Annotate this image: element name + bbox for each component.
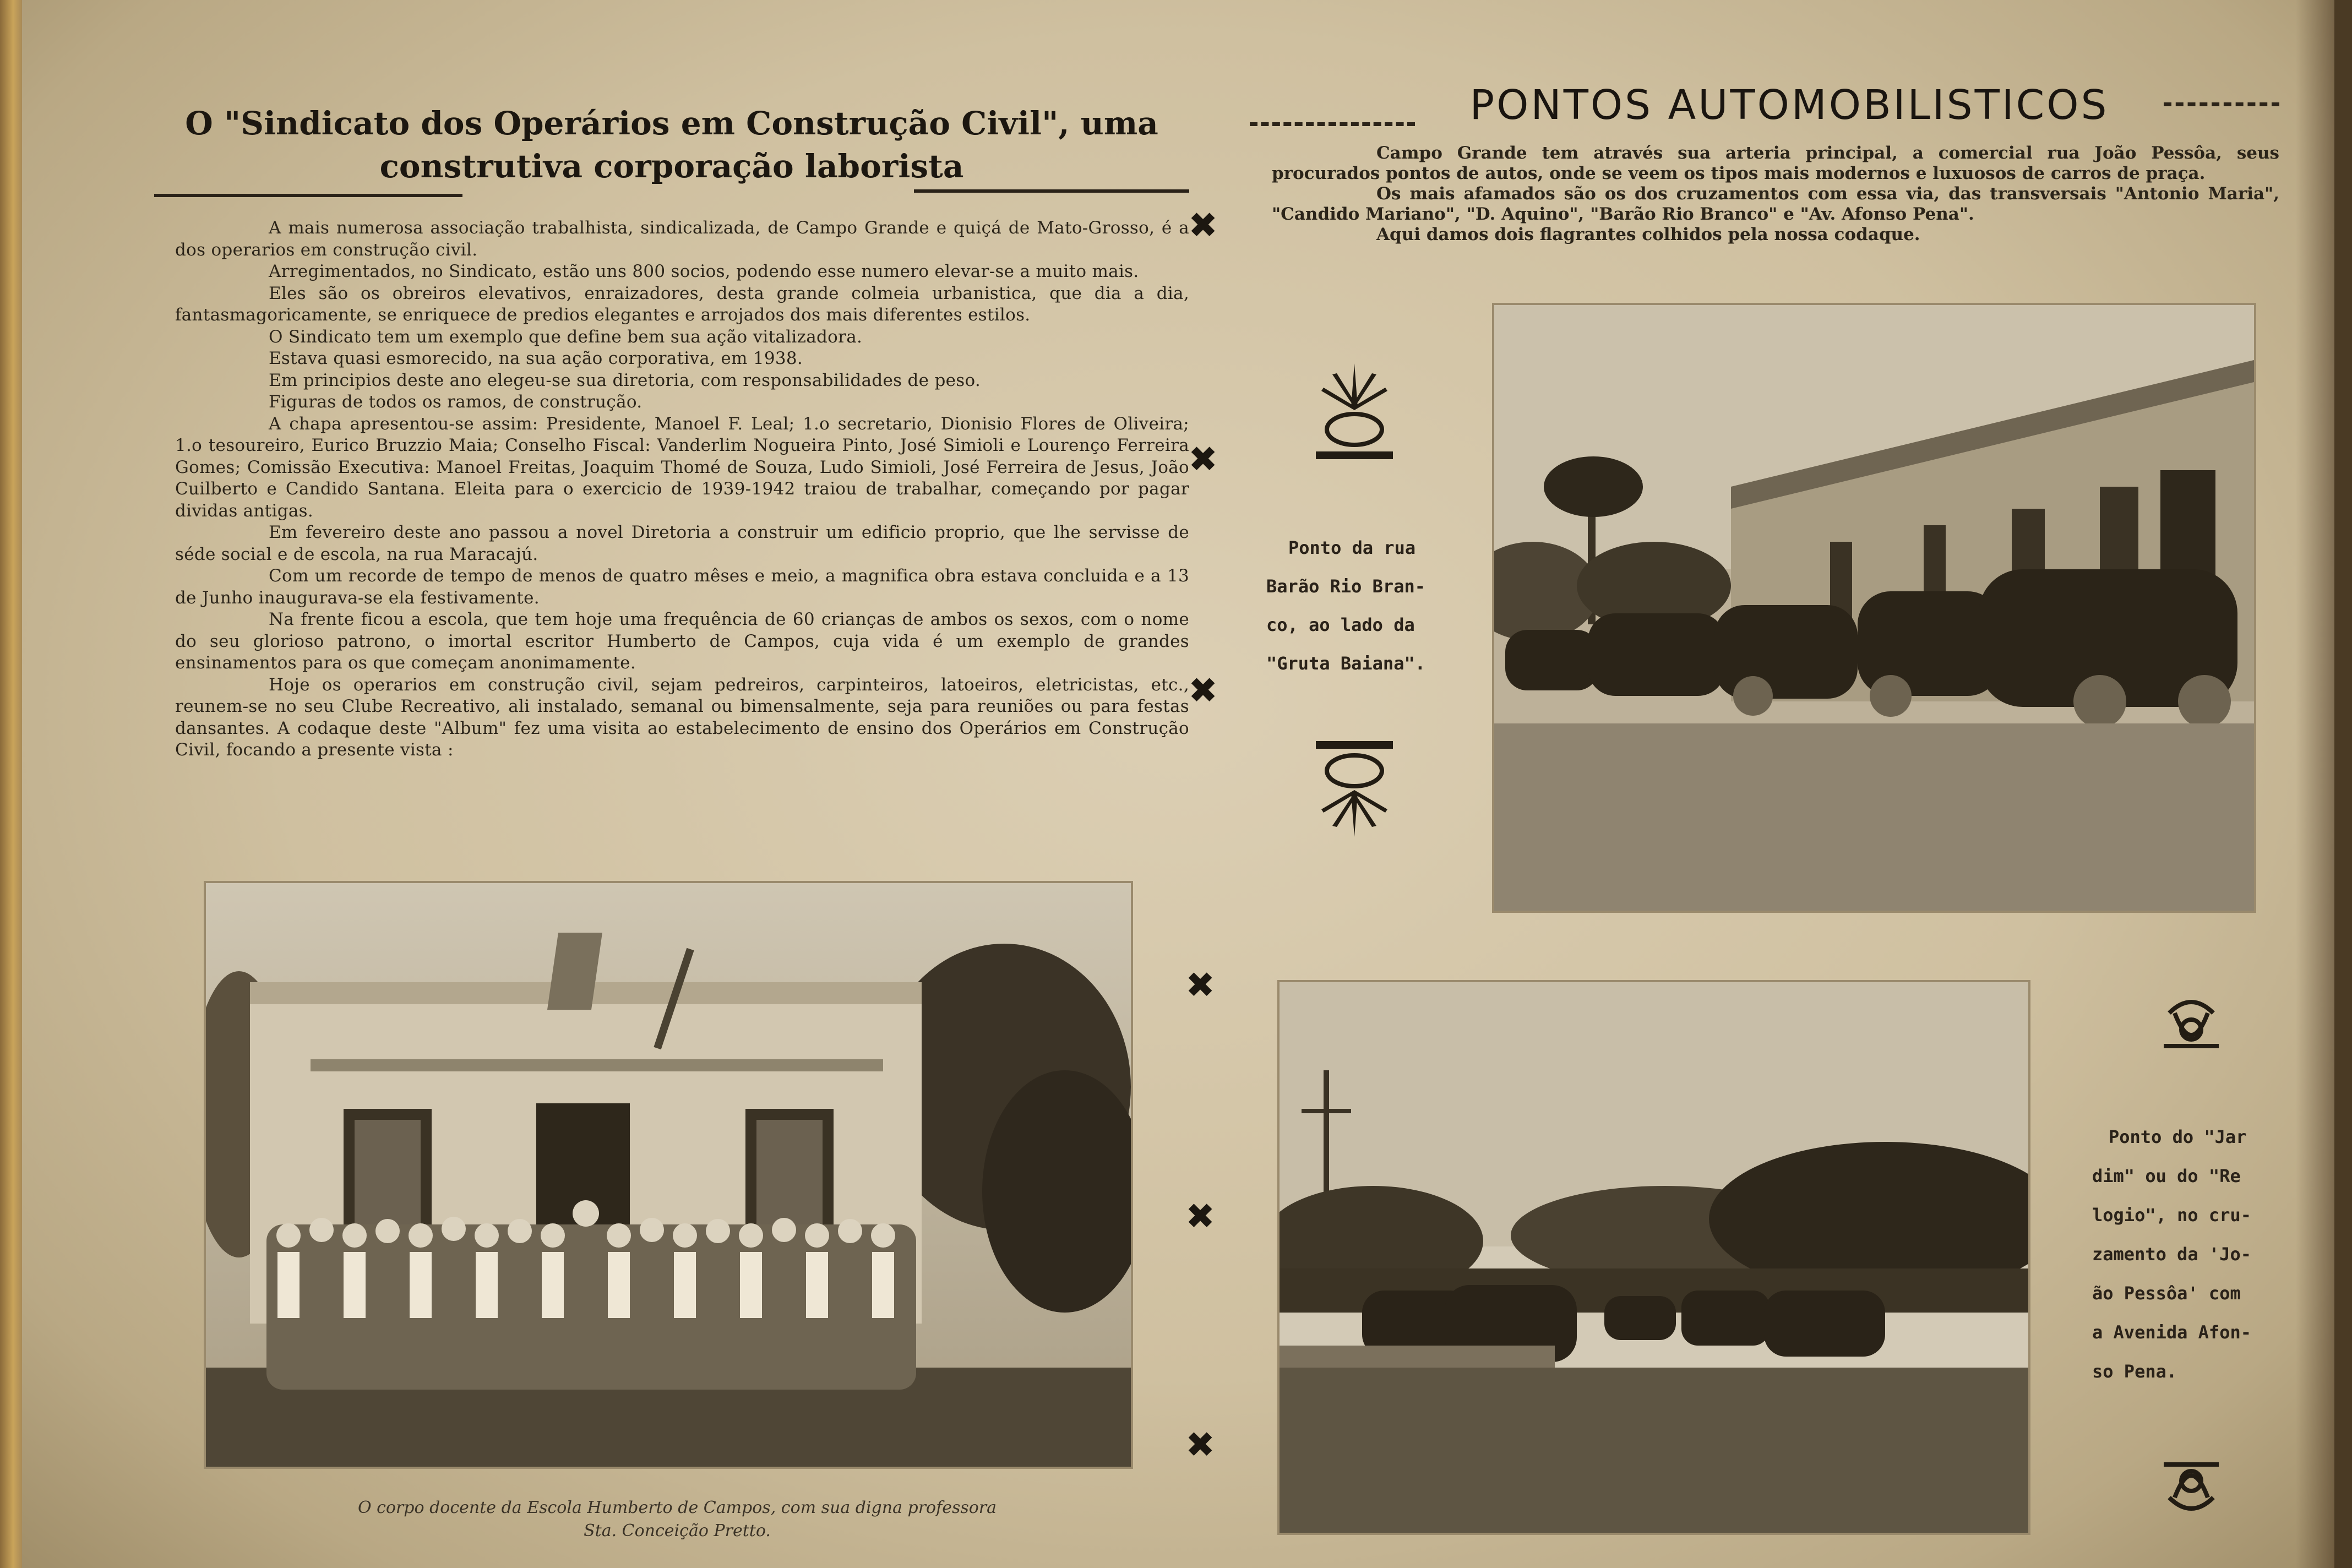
headline-rule-right xyxy=(914,189,1189,193)
x-ornament: ✖ xyxy=(1185,1196,1215,1237)
x-ornament: ✖ xyxy=(1188,205,1218,246)
title-dash-left xyxy=(1250,122,1415,126)
caption-line: ão Pessôa' com xyxy=(2092,1283,2241,1304)
paragraph: Aqui damos dois flagrantes colhidos pela nossa codaque. xyxy=(1376,225,1920,244)
monogram-ornament-bottom-icon xyxy=(2158,1453,2224,1520)
album-page xyxy=(22,0,2334,1568)
caption-line: "Gruta Baiana". xyxy=(1266,653,1425,674)
paragraph: Hoje os operarios em construção civil, sejam pedreiros, carpinteiros, latoeiros, eletricistas, etc., reunem-se no seu Clube Recreativo, ali instalado, semanal ou bimensalmente, seja para reuniões ou para festas dansantes. A codaque deste "Album" fez uma visita ao estabelecimento de ensino dos Operários em Construção Civil, focando a presente vista : xyxy=(175,674,1189,760)
taxi-stand-photo-jardim-relogio xyxy=(1277,980,2030,1535)
headline-line-1: O "Sindicato dos Operários em Construção Civil", uma xyxy=(185,105,1158,142)
paragraph: O Sindicato tem um exemplo que define bem sua ação vitalizadora. xyxy=(269,326,863,347)
paragraph: Arregimentados, no Sindicato, estão uns 800 socios, podendo esse numero elevar-se a muito mais. xyxy=(269,262,1139,281)
paragraph: A chapa apresentou-se assim: Presidente, Manoel F. Leal; 1.o secretario, Dionisio Flores de Oliveira; 1.o tesoureiro, Eurico Bruzzio Maia; Conselho Fiscal: Vanderlim Nogueira Pinto, José Simioli e Lourenço Ferreira Gomes; Comissão Executiva: Manoel Freitas, Joaquim Thomé de Souza, Ludo Simioli, José Ferreira de Jesus, João Cuilberto e Candido Santana. Eleita para o exercicio de 1939-1942 traiou de trabalhar, começando por pagar dividas antigas. xyxy=(175,413,1189,521)
left-article-body xyxy=(175,217,1189,761)
caption-jardim-relogio xyxy=(2092,1118,2301,1391)
caption-line: logio", no cru- xyxy=(2092,1205,2251,1226)
left-headline xyxy=(154,102,1189,188)
school-building-image xyxy=(206,883,1131,1467)
x-ornament: ✖ xyxy=(1188,671,1218,711)
caption-line: so Pena. xyxy=(2092,1361,2177,1382)
paragraph: Estava quasi esmorecido, na sua ação corporativa, em 1938. xyxy=(269,349,803,368)
caption-line: Ponto da rua xyxy=(1288,537,1416,558)
caption-line: Barão Rio Bran- xyxy=(1266,576,1425,597)
caption-line: a Avenida Afon- xyxy=(2092,1322,2251,1343)
headline-rule-left xyxy=(154,194,462,197)
paragraph: Eles são os obreiros elevativos, enraizadores, desta grande colmeia urbanistica, que dia a dia, fantasmagoricamente, se enriquece de predios elegantes e arrojados dos mais diferentes estilos. xyxy=(175,283,1189,325)
caption-barao-rio-branco xyxy=(1266,529,1476,683)
paragraph: Figuras de todos os ramos, de construção. xyxy=(269,392,643,412)
paragraph: Os mais afamados são os dos cruzamentos com essa via, das transversais "Antonio Maria", "Candido Mariano", "D. Aquino", "Barão Rio Branco" e "Av. Afonso Pena". xyxy=(1272,184,2279,224)
page-edge-shadow xyxy=(2296,0,2334,1568)
school-photo-caption xyxy=(193,1496,1162,1543)
paragraph: Campo Grande tem através sua arteria principal, a comercial rua João Pessôa, seus procurados pontos de autos, onde se veem os tipos mais modernos e luxuosos de carros de praça. xyxy=(1272,143,2279,183)
headline-line-2: construtiva corporação laborista xyxy=(379,148,964,185)
paragraph: Em fevereiro deste ano passou a novel Diretoria a construir um edificio proprio, que lhe servisse de séde social e de escola, na rua Maracajú. xyxy=(175,522,1189,564)
x-ornament: ✖ xyxy=(1185,965,1215,1006)
cars-building-image xyxy=(1494,305,2254,911)
x-ornament: ✖ xyxy=(1188,439,1218,480)
right-article-title: PONTOS AUTOMOBILISTICOS xyxy=(1469,81,2109,129)
caption-line: dim" ou do "Re xyxy=(2092,1166,2241,1186)
taxi-stand-photo-barao-rio-branco xyxy=(1492,303,2256,913)
x-ornament: ✖ xyxy=(1185,1425,1215,1466)
paragraph: Em principios deste ano elegeu-se sua diretoria, com responsabilidades de peso. xyxy=(269,370,981,390)
title-dash-right xyxy=(2164,102,2279,106)
paragraph: Na frente ficou a escola, que tem hoje uma frequência de 60 crianças de ambos os sexos, com o nome do seu glorioso patrono, o imortal escritor Humberto de Campos, cuja vida é um exemplo de grandes ensinamentos para os que começam anonimamente. xyxy=(175,609,1189,673)
monogram-ornament-icon xyxy=(2158,991,2224,1057)
school-photo xyxy=(204,881,1133,1469)
caption-line: Sta. Conceição Pretto. xyxy=(584,1521,771,1540)
caption-line: O corpo docente da Escola Humberto de Campos, com sua digna professora xyxy=(357,1498,997,1517)
right-article-body xyxy=(1272,143,2279,245)
caption-line: Ponto do "Jar xyxy=(2109,1126,2247,1147)
palmette-ornament-inverted-icon xyxy=(1310,738,1398,842)
paragraph: Com um recorde de tempo de menos de quatro mêses e meio, a magnifica obra estava concluida e a 13 de Junho inaugurava-se ela festivamente. xyxy=(175,566,1189,608)
book-spine xyxy=(0,0,22,1568)
cars-plaza-image xyxy=(1280,982,2028,1533)
paragraph: A mais numerosa associação trabalhista, sindicalizada, de Campo Grande e quiçá de Mato-Grosso, é a dos operarios em construção civil. xyxy=(175,218,1189,260)
caption-line: co, ao lado da xyxy=(1266,614,1415,635)
caption-line: zamento da 'Jo- xyxy=(2092,1244,2251,1265)
palmette-ornament-icon xyxy=(1310,358,1398,468)
